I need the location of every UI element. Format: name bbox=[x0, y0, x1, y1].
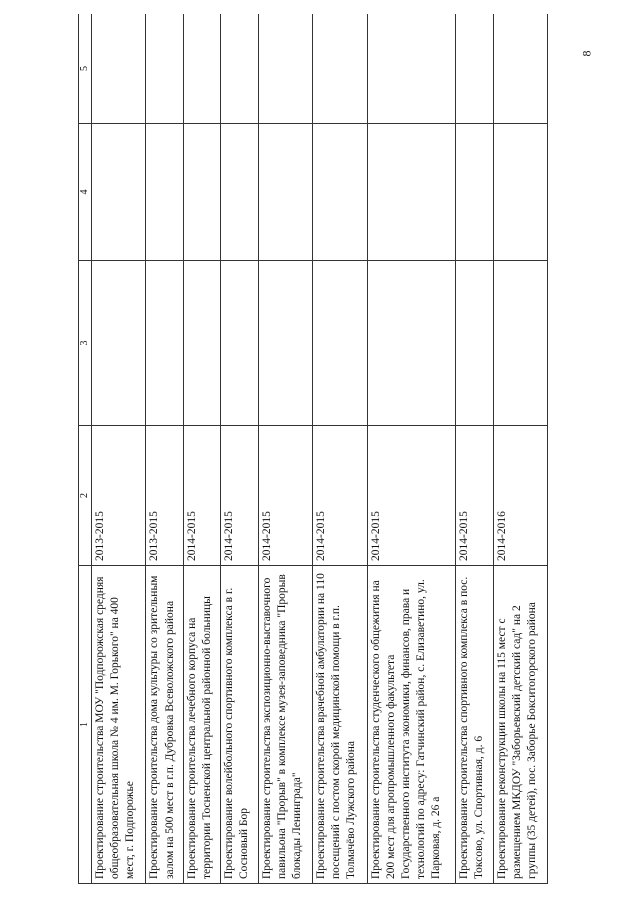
empty-cell bbox=[92, 261, 146, 426]
rotated-table-container bbox=[78, 14, 548, 884]
project-name-cell: Проектирование волейбольного спортивного комплекса в г. Сосновый Бор bbox=[221, 566, 258, 884]
period-cell: 2014-2015 bbox=[221, 426, 258, 566]
empty-cell bbox=[456, 14, 493, 124]
project-name-cell: Проектирование строительства лечебного корпуса на территории Тосненской центральной районной больницы bbox=[183, 566, 220, 884]
empty-cell bbox=[258, 14, 312, 124]
project-name-cell: Проектирование строительства студенческого общежития на 200 мест для агропромышленного факультета Государственного института экономики, финансов, права и технологий по адресу: Гатчинский район, с. Елизаветино, ул. Парковая, д. 26 а bbox=[367, 566, 456, 884]
project-name-cell: Проектирование строительства МОУ "Подпорожская средняя общеобразовательная школа № 4 им. М. Горького" на 400 мест, г. Подпорожье bbox=[92, 566, 146, 884]
project-name-cell: Проектирование строительства экспозиционно-выставочного павильона "Прорыв" в комплексе музея-заповедника "Прорыв блокады Ленинграда" bbox=[258, 566, 312, 884]
period-cell: 2013-2015 bbox=[146, 426, 183, 566]
empty-cell bbox=[146, 261, 183, 426]
empty-cell bbox=[367, 14, 456, 124]
period-cell: 2013-2015 bbox=[92, 426, 146, 566]
empty-cell bbox=[367, 124, 456, 261]
empty-cell bbox=[313, 261, 367, 426]
period-cell: 2014-2015 bbox=[456, 426, 493, 566]
empty-cell bbox=[183, 124, 220, 261]
empty-cell bbox=[367, 261, 456, 426]
table-row bbox=[92, 14, 146, 884]
project-name-cell: Проектирование реконструкции школы на 115 мест с размещением МКДОУ "Заборьевский детский сад" на 2 группы (35 детей), пос. Заборье Бокситогорского района bbox=[493, 566, 548, 884]
period-cell: 2014-2015 bbox=[183, 426, 220, 566]
empty-cell bbox=[221, 124, 258, 261]
empty-cell bbox=[258, 261, 312, 426]
project-name-cell: Проектирование строительства врачебной амбулатории на 110 посещений с постом скорой медицинской помощи в г.п. Толмачёво Лужского района bbox=[313, 566, 367, 884]
table-row bbox=[367, 14, 456, 884]
rotated-sheet bbox=[78, 14, 548, 884]
column-header-5: 5 bbox=[79, 14, 92, 124]
table-row bbox=[146, 14, 183, 884]
column-header-2: 2 bbox=[79, 426, 92, 566]
header-row bbox=[79, 14, 92, 884]
period-cell: 2014-2016 bbox=[493, 426, 548, 566]
empty-cell bbox=[92, 124, 146, 261]
empty-cell bbox=[258, 124, 312, 261]
period-cell: 2014-2015 bbox=[313, 426, 367, 566]
empty-cell bbox=[493, 261, 548, 426]
page-number: 8 bbox=[579, 50, 594, 57]
table-row bbox=[493, 14, 548, 884]
empty-cell bbox=[183, 14, 220, 124]
empty-cell bbox=[493, 14, 548, 124]
project-name-cell: Проектирование строительства спортивного комплекса в пос. Токсово, ул. Спортивная, д. 6 bbox=[456, 566, 493, 884]
project-name-cell: Проектирование строительства дома культуры со зрительным залом на 500 мест в г.п. Дубровка Всеволожского района bbox=[146, 566, 183, 884]
column-header-4: 4 bbox=[79, 124, 92, 261]
table-row bbox=[313, 14, 367, 884]
empty-cell bbox=[221, 14, 258, 124]
empty-cell bbox=[313, 14, 367, 124]
period-cell: 2014-2015 bbox=[367, 426, 456, 566]
empty-cell bbox=[92, 14, 146, 124]
empty-cell bbox=[493, 124, 548, 261]
empty-cell bbox=[221, 261, 258, 426]
table-row bbox=[221, 14, 258, 884]
table-row bbox=[183, 14, 220, 884]
column-header-3: 3 bbox=[79, 261, 92, 426]
empty-cell bbox=[146, 124, 183, 261]
empty-cell bbox=[146, 14, 183, 124]
empty-cell bbox=[183, 261, 220, 426]
column-header-1: 1 bbox=[79, 566, 92, 884]
empty-cell bbox=[456, 124, 493, 261]
empty-cell bbox=[456, 261, 493, 426]
empty-cell bbox=[313, 124, 367, 261]
table-row bbox=[456, 14, 493, 884]
period-cell: 2014-2015 bbox=[258, 426, 312, 566]
table-row bbox=[258, 14, 312, 884]
program-table bbox=[78, 14, 548, 884]
